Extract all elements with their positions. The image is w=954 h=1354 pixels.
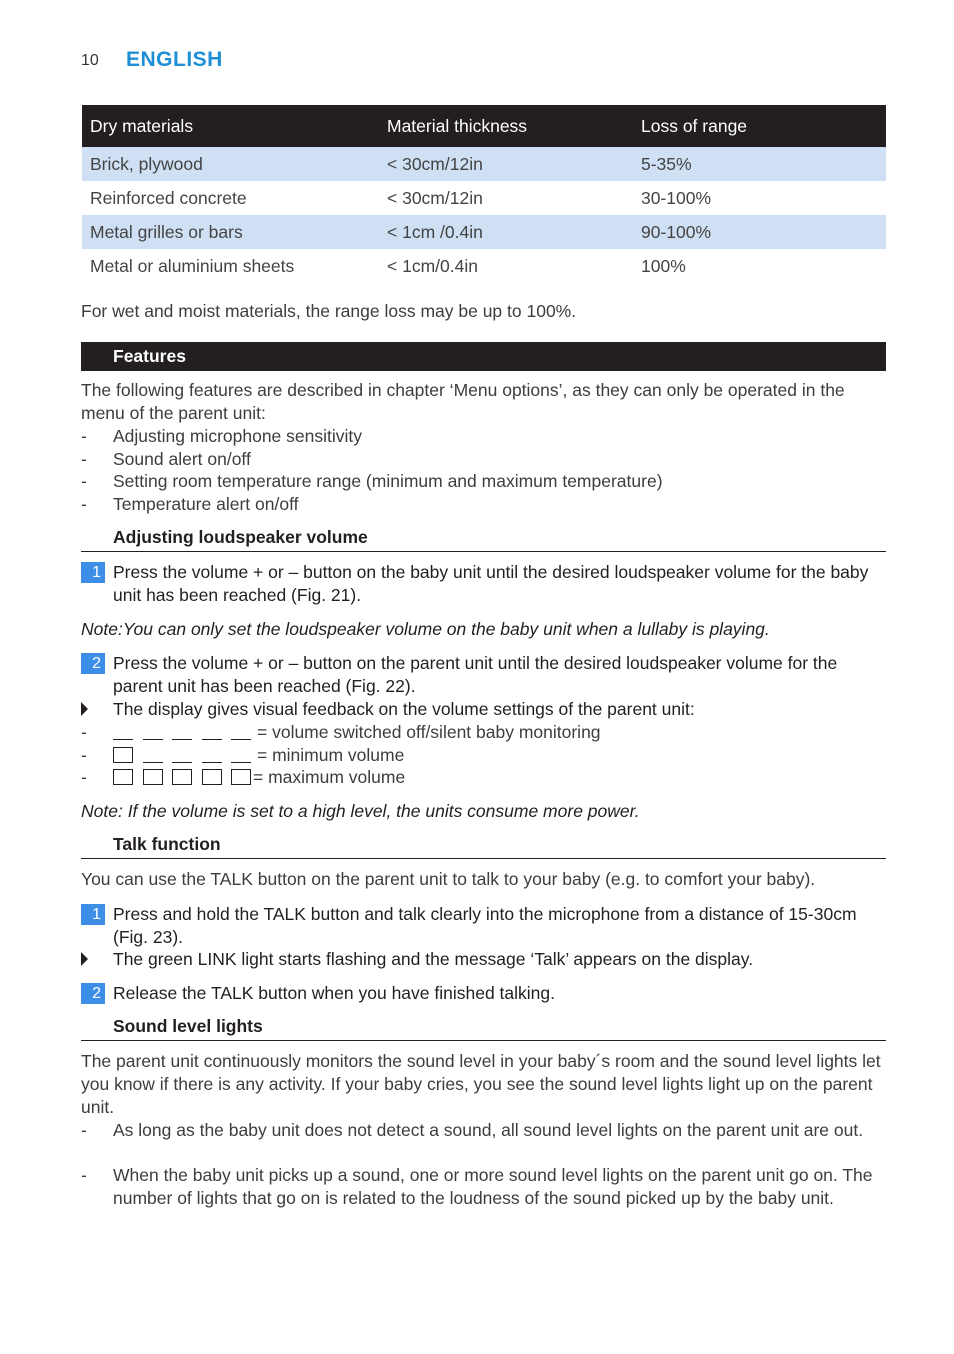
features-section-bar (81, 342, 886, 371)
talk-heading (81, 834, 886, 859)
table-cell: Metal grilles or bars (82, 215, 379, 249)
volume-level-text: = maximum volume (253, 767, 406, 787)
features-intro: The following features are described in chapter ‘Menu options’, as they can only be operated in the menu of the parent unit: (81, 380, 845, 423)
result-item (81, 698, 886, 721)
list-item: - Adjusting microphone sensitivity (81, 426, 363, 446)
step-item (81, 903, 886, 949)
table-cell: 90-100% (633, 215, 886, 249)
section-title: Talk function (113, 834, 221, 854)
table-row (82, 181, 886, 215)
result-item (81, 948, 886, 971)
manual-page: 10 ENGLISH Dry materials Material thickness Loss of range Brick, plywood < 30cm/12in 5-35% Reinforced concrete < 30cm/12in 30-100% Metal grilles or bars < 1cm /0.4in 90-100% Metal or aluminium sheets < 1cm/0.4in 100% For wet and moist materials, the range loss may be up to 100%. Features The following features are described in chapter ‘Menu options’, as they can only be operated in the menu of the parent unit: - Adjusting microphone sensitivity - Sound alert on/off - Setting room temperature range (minimum and maximum temperature) - Temperature alert on/off Adjusting loudspeaker volume 1 Press the volume + or – button on the baby unit until the desired loudspeaker volume for the baby unit has been reached (Fig. 21). Note:You can only set the loudspeaker volume on the baby unit when a lullaby is playing. 2 Press the volume + or – button on the parent unit until the desired loudspeaker volume for the parent unit has been reached (Fig. 22). The display gives visual feedback on the volume settings of the parent unit: - = volume switched off/silent baby monitoring - = minimum volume - = maximum volume Note: If the volume is set to a high level, the units consume more power. Talk function You can use the TALK button on the parent unit to talk to your baby (e.g. to comfort your baby). 1 Press and hold the TALK button and talk clearly into the microphone from a distance of 15-30cm (Fig. 23). The green LINK light starts flashing and the message ‘Talk’ appears on the display. 2 Release the TALK button when you have finished talking. Sound level lights The parent unit continuously monitors the sound level in your baby´s room and the sound level lights let you know if there is any activity. If your baby cries, you see the sound level lights light up on the parent unit. - As long as the baby unit does not detect a sound, all sound level lights on the parent unit are out. - When the baby unit picks up a sound, one or more sound level lights on the parent unit go on. The number of lights that go on is related to the loudness of the sound picked up by the baby unit. (0, 0, 954, 1354)
step-item (81, 652, 886, 698)
loudspeaker-heading (81, 527, 886, 552)
step-number: 1 (81, 562, 105, 583)
volume-box-segment (143, 769, 163, 785)
features-title: Features (113, 346, 186, 366)
step-number: 1 (81, 904, 105, 925)
table-cell: < 30cm/12in (379, 181, 633, 215)
table-cell: Reinforced concrete (82, 181, 379, 215)
table-header: Dry materials (82, 105, 379, 147)
table-header: Material thickness (379, 105, 633, 147)
language-title: ENGLISH (126, 48, 223, 71)
table-row (82, 215, 886, 249)
wet-materials-note: For wet and moist materials, the range loss may be up to 100%. (81, 301, 577, 321)
step-number: 2 (81, 983, 105, 1004)
step-text: Press and hold the TALK button and talk clearly into the microphone from a distance of 15-30cm (Fig. 23). (113, 904, 857, 947)
result-arrow-icon (81, 702, 88, 716)
result-arrow-icon (81, 952, 88, 966)
volume-box-segment (202, 769, 222, 785)
step-text: Press the volume + or – button on the parent unit until the desired loudspeaker volume for the parent unit has been reached (Fig. 22). (113, 653, 838, 696)
list-item: - When the baby unit picks up a sound, one or more sound level lights on the parent unit go on. The number of lights that go on is related to the loudness of the sound picked up by the baby unit. (81, 1165, 873, 1208)
volume-line-segment (231, 724, 251, 740)
list-item: - Temperature alert on/off (81, 494, 299, 514)
volume-line-segment (231, 747, 251, 763)
result-text: The green LINK light starts flashing and the message ‘Talk’ appears on the display. (113, 949, 754, 969)
note-text: Note:You can only set the loudspeaker volume on the baby unit when a lullaby is playing. (81, 619, 770, 639)
list-item: - As long as the baby unit does not detect a sound, all sound level lights on the parent unit are out. (81, 1120, 864, 1140)
volume-box-segment (113, 747, 133, 763)
sound-intro: The parent unit continuously monitors the sound level in your baby´s room and the sound level lights let you know if there is any activity. If your baby cries, you see the sound level lights light up on the parent unit. (81, 1051, 881, 1117)
step-text: Release the TALK button when you have finished talking. (113, 983, 556, 1003)
table-cell: Brick, plywood (82, 147, 379, 181)
table-header-row (82, 105, 886, 147)
volume-box-segment (172, 769, 192, 785)
note-text: Note: If the volume is set to a high level, the units consume more power. (81, 801, 640, 821)
volume-line-segment (202, 724, 222, 740)
table-cell: < 1cm /0.4in (379, 215, 633, 249)
volume-line-segment (202, 747, 222, 763)
talk-intro: You can use the TALK button on the parent unit to talk to your baby (e.g. to comfort your baby). (81, 869, 816, 889)
volume-line-segment (172, 724, 192, 740)
page-number: 10 (81, 52, 99, 69)
table-header: Loss of range (633, 105, 886, 147)
volume-box-segment (113, 769, 133, 785)
step-item (81, 982, 886, 1005)
table-cell: < 30cm/12in (379, 147, 633, 181)
step-number: 2 (81, 653, 105, 674)
volume-line-segment (143, 747, 163, 763)
section-title: Adjusting loudspeaker volume (113, 527, 368, 547)
materials-table (82, 105, 886, 283)
table-cell: 30-100% (633, 181, 886, 215)
step-item (81, 561, 886, 607)
volume-line-segment (143, 724, 163, 740)
table-cell: Metal or aluminium sheets (82, 249, 379, 283)
volume-line-segment (172, 747, 192, 763)
volume-level-text: = volume switched off/silent baby monitoring (257, 722, 601, 742)
table-cell: 5-35% (633, 147, 886, 181)
table-row (82, 249, 886, 283)
result-text: The display gives visual feedback on the volume settings of the parent unit: (113, 699, 695, 719)
step-text: Press the volume + or – button on the baby unit until the desired loudspeaker volume for the baby unit has been reached (Fig. 21). (113, 562, 869, 605)
volume-line-segment (113, 724, 133, 740)
table-cell: < 1cm/0.4in (379, 249, 633, 283)
list-item: - Setting room temperature range (minimum and maximum temperature) (81, 471, 663, 491)
table-cell: 100% (633, 249, 886, 283)
table-row (82, 147, 886, 181)
list-item: - Sound alert on/off (81, 449, 251, 469)
section-title: Sound level lights (113, 1016, 263, 1036)
volume-box-segment (231, 769, 251, 785)
sound-heading (81, 1016, 886, 1041)
volume-level-text: = minimum volume (257, 745, 405, 765)
